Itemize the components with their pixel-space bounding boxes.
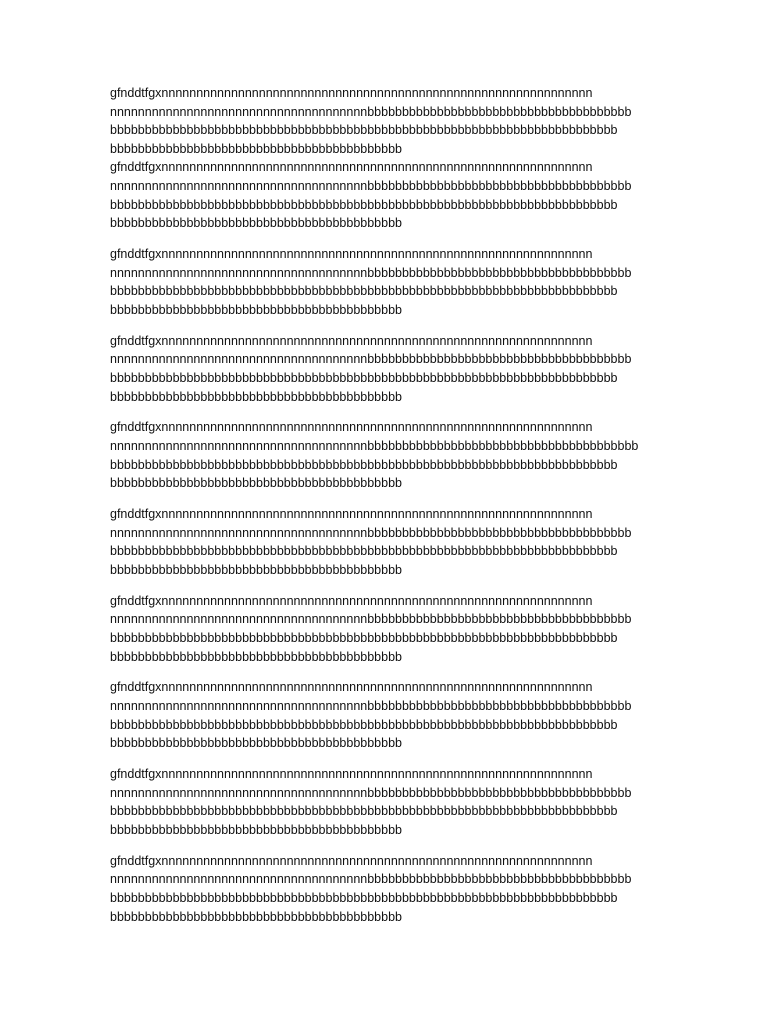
text-line: nnnnnnnnnnnnnnnnnnnnnnnnnnnnnnnnnnnnnbbbbbbbbbbbbbbbbbbbbbbbbbbbbbbbbbbbbbb (110, 265, 632, 280)
text-line: bbbbbbbbbbbbbbbbbbbbbbbbbbbbbbbbbbbbbbbbbbbbbbbbbbbbbbbbbbbbbbbbbbbbbbbbb (110, 457, 618, 472)
text-line: bbbbbbbbbbbbbbbbbbbbbbbbbbbbbbbbbbbbbbbbbb (110, 822, 402, 837)
text-line: gfnddtfgxnnnnnnnnnnnnnnnnnnnnnnnnnnnnnnnnnnnnnnnnnnnnnnnnnnnnnnnnnnnnnn (110, 420, 593, 435)
text-line: bbbbbbbbbbbbbbbbbbbbbbbbbbbbbbbbbbbbbbbbbbbbbbbbbbbbbbbbbbbbbbbbbbbbbbbbb (110, 717, 618, 732)
text-line: nnnnnnnnnnnnnnnnnnnnnnnnnnnnnnnnnnnnnbbbbbbbbbbbbbbbbbbbbbbbbbbbbbbbbbbbbbbb (110, 438, 639, 453)
text-line: nnnnnnnnnnnnnnnnnnnnnnnnnnnnnnnnnnnnnbbbbbbbbbbbbbbbbbbbbbbbbbbbbbbbbbbbbbb (110, 785, 632, 800)
paragraph (110, 678, 670, 752)
document-body (110, 84, 670, 926)
text-line: bbbbbbbbbbbbbbbbbbbbbbbbbbbbbbbbbbbbbbbbbb (110, 141, 402, 156)
paragraph (110, 418, 670, 492)
text-line: bbbbbbbbbbbbbbbbbbbbbbbbbbbbbbbbbbbbbbbbbbbbbbbbbbbbbbbbbbbbbbbbbbbbbbbbb (110, 890, 618, 905)
paragraph (110, 765, 670, 839)
text-line: bbbbbbbbbbbbbbbbbbbbbbbbbbbbbbbbbbbbbbbbbbbbbbbbbbbbbbbbbbbbbbbbbbbbbbbbb (110, 630, 618, 645)
text-line: bbbbbbbbbbbbbbbbbbbbbbbbbbbbbbbbbbbbbbbbbb (110, 389, 402, 404)
text-line: bbbbbbbbbbbbbbbbbbbbbbbbbbbbbbbbbbbbbbbbbbbbbbbbbbbbbbbbbbbbbbbbbbbbbbbbb (110, 370, 618, 385)
text-line: gfnddtfgxnnnnnnnnnnnnnnnnnnnnnnnnnnnnnnnnnnnnnnnnnnnnnnnnnnnnnnnnnnnnnn (110, 160, 593, 175)
text-line: gfnddtfgxnnnnnnnnnnnnnnnnnnnnnnnnnnnnnnnnnnnnnnnnnnnnnnnnnnnnnnnnnnnnnn (110, 767, 593, 782)
text-line: nnnnnnnnnnnnnnnnnnnnnnnnnnnnnnnnnnnnnbbbbbbbbbbbbbbbbbbbbbbbbbbbbbbbbbbbbbb (110, 699, 632, 713)
paragraph (110, 245, 670, 319)
text-line: bbbbbbbbbbbbbbbbbbbbbbbbbbbbbbbbbbbbbbbbbbbbbbbbbbbbbbbbbbbbbbbbbbbbbbbbb (110, 123, 618, 138)
text-line: gfnddtfgxnnnnnnnnnnnnnnnnnnnnnnnnnnnnnnnnnnnnnnnnnnnnnnnnnnnnnnnnnnnnnn (110, 853, 593, 868)
text-line: bbbbbbbbbbbbbbbbbbbbbbbbbbbbbbbbbbbbbbbbbbbbbbbbbbbbbbbbbbbbbbbbbbbbbbbbb (110, 197, 618, 212)
text-line: nnnnnnnnnnnnnnnnnnnnnnnnnnnnnnnnnnnnnbbbbbbbbbbbbbbbbbbbbbbbbbbbbbbbbbbbbbb (110, 352, 632, 367)
paragraph (110, 84, 670, 158)
text-line: bbbbbbbbbbbbbbbbbbbbbbbbbbbbbbbbbbbbbbbbbb (110, 216, 402, 231)
paragraph (110, 158, 670, 232)
text-line: nnnnnnnnnnnnnnnnnnnnnnnnnnnnnnnnnnnnnbbbbbbbbbbbbbbbbbbbbbbbbbbbbbbbbbbbbbb (110, 104, 632, 119)
text-line: bbbbbbbbbbbbbbbbbbbbbbbbbbbbbbbbbbbbbbbbbbbbbbbbbbbbbbbbbbbbbbbbbbbbbbbbb (110, 284, 618, 299)
text-line: nnnnnnnnnnnnnnnnnnnnnnnnnnnnnnnnnnnnnbbbbbbbbbbbbbbbbbbbbbbbbbbbbbbbbbbbbbb (110, 178, 632, 193)
text-line: nnnnnnnnnnnnnnnnnnnnnnnnnnnnnnnnnnnnnbbbbbbbbbbbbbbbbbbbbbbbbbbbbbbbbbbbbbb (110, 525, 632, 540)
text-line: bbbbbbbbbbbbbbbbbbbbbbbbbbbbbbbbbbbbbbbbbb (110, 736, 402, 751)
paragraph (110, 505, 670, 579)
text-line: gfnddtfgxnnnnnnnnnnnnnnnnnnnnnnnnnnnnnnnnnnnnnnnnnnnnnnnnnnnnnnnnnnnnnn (110, 593, 593, 608)
text-line: bbbbbbbbbbbbbbbbbbbbbbbbbbbbbbbbbbbbbbbbbbbbbbbbbbbbbbbbbbbbbbbbbbbbbbbbb (110, 544, 618, 559)
text-line: gfnddtfgxnnnnnnnnnnnnnnnnnnnnnnnnnnnnnnnnnnnnnnnnnnnnnnnnnnnnnnnnnnnnnn (110, 86, 593, 100)
paragraph (110, 332, 670, 406)
text-line: nnnnnnnnnnnnnnnnnnnnnnnnnnnnnnnnnnnnnbbbbbbbbbbbbbbbbbbbbbbbbbbbbbbbbbbbbbb (110, 872, 632, 887)
paragraph (110, 592, 670, 666)
text-line: bbbbbbbbbbbbbbbbbbbbbbbbbbbbbbbbbbbbbbbbbb (110, 476, 402, 491)
text-line: nnnnnnnnnnnnnnnnnnnnnnnnnnnnnnnnnnnnnbbbbbbbbbbbbbbbbbbbbbbbbbbbbbbbbbbbbbb (110, 612, 632, 627)
text-line: gfnddtfgxnnnnnnnnnnnnnnnnnnnnnnnnnnnnnnnnnnnnnnnnnnnnnnnnnnnnnnnnnnnnnn (110, 247, 593, 262)
text-line: bbbbbbbbbbbbbbbbbbbbbbbbbbbbbbbbbbbbbbbbbb (110, 909, 402, 924)
paragraph (110, 852, 670, 926)
text-line: gfnddtfgxnnnnnnnnnnnnnnnnnnnnnnnnnnnnnnnnnnnnnnnnnnnnnnnnnnnnnnnnnnnnnn (110, 680, 593, 695)
text-line: gfnddtfgxnnnnnnnnnnnnnnnnnnnnnnnnnnnnnnnnnnnnnnnnnnnnnnnnnnnnnnnnnnnnnn (110, 507, 593, 522)
text-line: bbbbbbbbbbbbbbbbbbbbbbbbbbbbbbbbbbbbbbbbbbbbbbbbbbbbbbbbbbbbbbbbbbbbbbbbb (110, 804, 618, 819)
text-line: bbbbbbbbbbbbbbbbbbbbbbbbbbbbbbbbbbbbbbbbbb (110, 562, 402, 577)
text-line: bbbbbbbbbbbbbbbbbbbbbbbbbbbbbbbbbbbbbbbbbb (110, 302, 402, 317)
text-line: gfnddtfgxnnnnnnnnnnnnnnnnnnnnnnnnnnnnnnnnnnnnnnnnnnnnnnnnnnnnnnnnnnnnnn (110, 333, 593, 348)
text-line: bbbbbbbbbbbbbbbbbbbbbbbbbbbbbbbbbbbbbbbbbb (110, 649, 402, 664)
